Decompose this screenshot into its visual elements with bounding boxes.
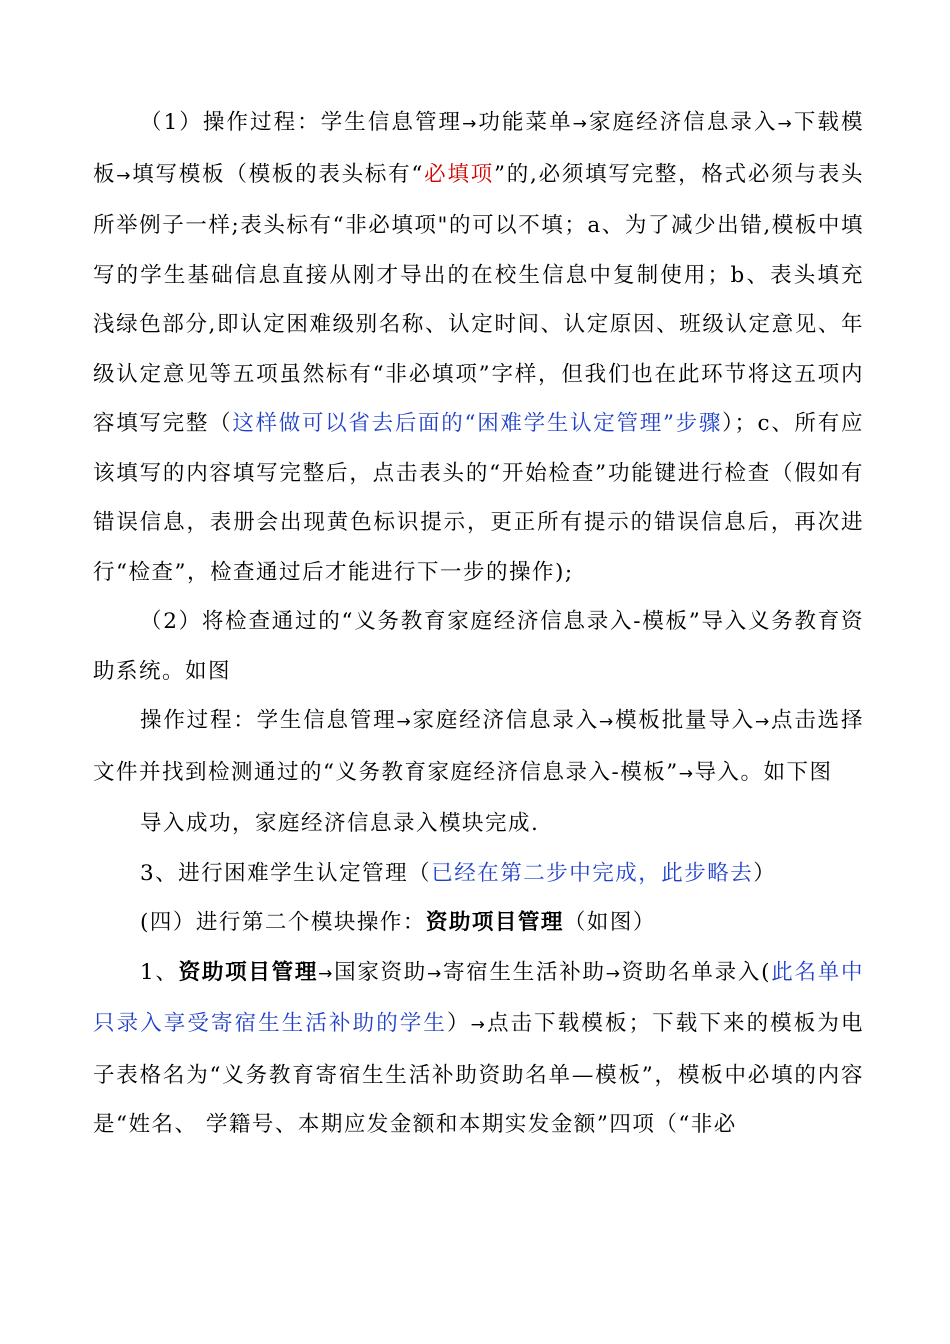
paragraph-item-1: [93, 948, 864, 1150]
text-segment: 家庭经济信息录入: [412, 708, 600, 733]
text-segment: ）: [753, 860, 777, 886]
arrow-icon: →: [427, 963, 443, 984]
paragraph-step-1: [93, 98, 864, 597]
paragraph-step-2: [93, 597, 864, 696]
arrow-icon: →: [318, 963, 334, 984]
arrow-icon: →: [462, 114, 478, 134]
bold-heading: 资助项目管理: [178, 959, 319, 985]
arrow-icon: →: [599, 712, 615, 732]
arrow-icon: →: [678, 763, 695, 784]
text-segment: （2）将检查通过的“义务教育家庭经济信息录入-模板”导入义务教育资助系统。如图: [93, 609, 864, 684]
arrow-icon: →: [777, 114, 794, 134]
paragraph-section-four: [93, 898, 864, 948]
paragraph-section-3: [93, 849, 864, 899]
text-segment: ）: [447, 1011, 471, 1036]
text-segment: （1）操作过程：学生信息管理: [140, 110, 463, 135]
text-segment: 3、进行困难学生认定管理（: [140, 860, 432, 886]
text-segment: 下载模板: [93, 110, 864, 187]
text-segment: 资助名单录入(: [621, 959, 772, 985]
text-segment: 填写模板（模板的表头标有“: [132, 161, 424, 187]
required-field-highlight: 必填项: [423, 161, 494, 187]
text-segment: 1、: [140, 959, 179, 985]
text-segment: 模板批量导入: [614, 708, 755, 733]
text-segment: 导入成功，家庭经济信息录入模块完成.: [140, 811, 540, 836]
arrow-icon: →: [572, 114, 589, 134]
text-segment: 寄宿生生活补助: [442, 959, 606, 985]
document-page: [93, 98, 864, 1150]
bold-heading: 资助项目管理: [425, 910, 564, 935]
arrow-icon: →: [470, 1015, 487, 1035]
text-segment: 点击下载模板；下载下来的模板为电子表格名为“义务教育寄宿生生活补助资助名单—模板”，模板中必填的内容是“姓名、 学籍号、本期应发金额和本期实发金额”四项（“非必: [93, 1011, 864, 1137]
blue-note: 已经在第二步中完成，此步略去: [431, 860, 754, 886]
arrow-icon: →: [754, 712, 771, 732]
paragraph-import-success: [93, 799, 864, 849]
arrow-icon: →: [116, 165, 133, 186]
text-segment: 国家资助: [333, 959, 428, 985]
arrow-icon: →: [605, 963, 622, 984]
arrow-icon: →: [396, 712, 413, 732]
text-segment: 操作过程：学生信息管理: [140, 708, 397, 733]
paragraph-operation-process: [93, 696, 864, 799]
text-segment: ）；c、所有应该填写的内容填写完整后，点击表头的“开始检查”功能键进行检查（假如有错误信息，表册会出现黄色标识提示，更正所有提示的错误信息后，再次进行“检查”，检查通过后才能进行下一步的操作);: [93, 411, 864, 585]
text-segment: （如图）: [563, 910, 656, 935]
blue-note: 这样做可以省去后面的“困难学生认定管理”步骤: [232, 411, 723, 436]
text-segment: 家庭经济信息录入: [588, 110, 778, 135]
text-segment: ”的,必须填写完整，格式必须与表头所举例子一样;表头标有“非必填项"的可以不填；a、为了减少出错,模板中填写的学生基础信息直接从刚才导出的在校生信息中复制使用；b、表头填充浅绿色部分,即认定困难级别名称、认定时间、认定原因、班级认定意见、年级认定意见等五项虽然标有“非必填项”字样，但我们也在此环节将这五项内容填写完整（: [93, 161, 864, 436]
text-segment: 点击选择文件并找到检测通过的“义务教育家庭经济信息录入-模板”: [93, 708, 864, 785]
blue-note: 此名单中只录入享受寄宿生生活补助的学生: [93, 959, 864, 1036]
text-segment: 导入。如下图: [694, 759, 833, 785]
text-segment: 功能菜单: [477, 110, 573, 135]
text-segment: (四）进行第二个模块操作：: [140, 910, 426, 935]
